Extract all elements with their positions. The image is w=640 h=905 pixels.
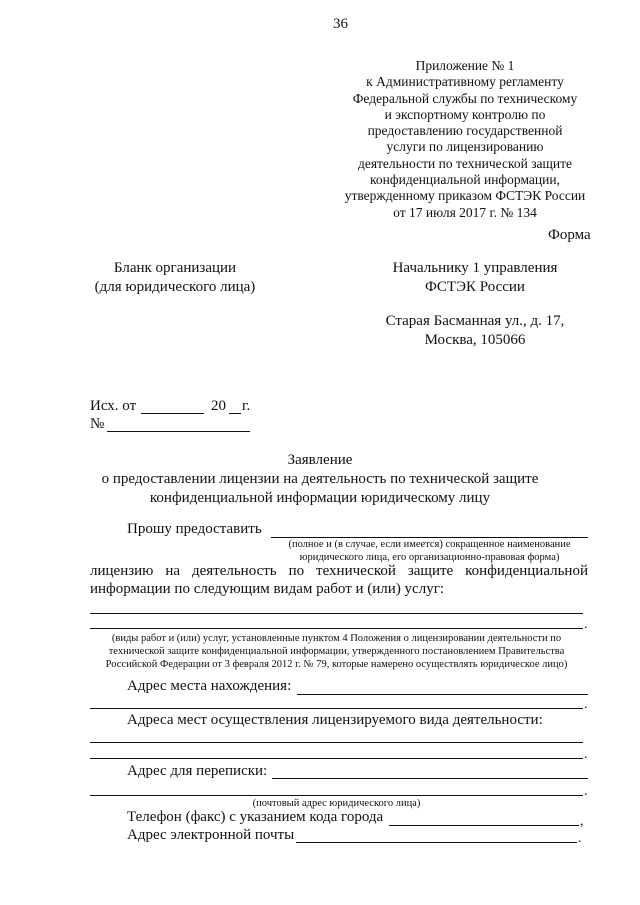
location-line-2-period: . — [584, 697, 588, 712]
mail-label: Адрес для переписки: — [127, 763, 268, 779]
location-label: Адрес места нахождения: — [127, 678, 292, 694]
email-line[interactable] — [296, 842, 577, 843]
request-body-line1: лицензию на деятельность по технической защите конфиденциальной — [90, 563, 588, 579]
page-number: 36 — [333, 16, 348, 32]
mail-line-1[interactable] — [272, 778, 588, 779]
appendix-line: услуги по лицензированию — [386, 139, 544, 155]
appendix-line: и экспортному контролю по — [384, 106, 546, 122]
recipient-address1: Старая Басманная ул., д. 17, — [385, 313, 565, 329]
works-line-1[interactable] — [90, 613, 583, 614]
title-line2: о предоставлении лицензии на деятельность по технической защите — [101, 471, 539, 487]
outgoing-year-label: 20 — [211, 398, 226, 414]
appendix-line: к Административному регламенту — [366, 74, 564, 90]
email-label: Адрес электронной почты — [127, 827, 295, 843]
location-line-1[interactable] — [297, 694, 588, 695]
form-label: Форма — [548, 227, 591, 243]
location-line-2[interactable] — [90, 708, 583, 709]
phone-label: Телефон (факс) с указанием кода города — [127, 809, 384, 825]
title-line1: Заявление — [287, 452, 353, 468]
org-blank-line2: (для юридического лица) — [94, 279, 256, 295]
appendix-line: конфиденциальной информации, — [370, 172, 560, 188]
mail-line-2-period: . — [584, 784, 588, 799]
works-hint — [90, 632, 583, 671]
mail-line-2[interactable] — [90, 795, 583, 796]
phone-line[interactable] — [389, 825, 579, 826]
outgoing-year-suffix: г. — [242, 398, 251, 414]
request-body-line2: информации по следующим видам работ и (или) услуг: — [90, 581, 445, 597]
appendix-line: предоставлению государственной — [367, 123, 563, 139]
works-line-2[interactable] — [90, 628, 583, 629]
mail-hint: (почтовый адрес юридического лица) — [252, 798, 421, 809]
recipient-address — [375, 312, 575, 350]
title-line3: конфиденциальной информации юридическому лицу — [149, 490, 491, 506]
activity-line-2-period: . — [584, 747, 588, 762]
activity-line-1[interactable] — [90, 742, 583, 743]
appendix-line: Приложение № 1 — [415, 58, 515, 73]
outgoing-year-line[interactable] — [229, 413, 241, 414]
outgoing-number-line[interactable] — [107, 431, 250, 432]
appendix-line: Федеральной службы по техническому — [352, 90, 578, 106]
works-hint1: (виды работ и (или) услуг, установленные пунктом 4 Положения о лицензировании деятельности по — [111, 633, 562, 644]
appendix-line: от 17 июля 2017 г. № 134 — [393, 204, 537, 220]
works-line-2-period: . — [584, 617, 588, 632]
outgoing-number-label: № — [90, 416, 105, 432]
activity-label: Адреса мест осуществления лицензируемого вида деятельности: — [127, 712, 543, 728]
recipient-address2: Москва, 105066 — [424, 332, 526, 348]
works-hint2: технической защите конфиденциальной информации, утвержденного постановлением Правительства — [108, 646, 565, 657]
recipient-line1: Начальнику 1 управления — [392, 260, 558, 276]
appendix-line: утвержденному приказом ФСТЭК России — [344, 188, 586, 204]
request-label: Прошу предоставить — [127, 521, 262, 537]
recipient-line2: ФСТЭК России — [425, 279, 525, 295]
appendix-block — [335, 58, 595, 221]
application-title — [60, 451, 580, 508]
works-hint3: Российской Федерации от 3 февраля 2012 г. № 79, которые намерено осуществлять юридическое лицо) — [105, 659, 568, 670]
org-name-hint1: (полное и (в случае, если имеется) сокращенное наименование — [288, 539, 571, 550]
outgoing-ref-label: Исх. от — [90, 398, 137, 414]
org-blank-line1: Бланк организации — [113, 260, 237, 276]
email-line-period: . — [578, 831, 582, 846]
phone-line-period: , — [580, 814, 584, 829]
org-name-hint2: юридического лица, его организационно-правовая форма) — [299, 552, 560, 563]
org-name-hint — [271, 538, 588, 564]
recipient-block — [375, 259, 575, 297]
outgoing-date-line[interactable] — [141, 413, 204, 414]
activity-line-2[interactable] — [90, 758, 583, 759]
organization-blank — [85, 259, 265, 297]
appendix-line: деятельности по технической защите — [357, 155, 573, 171]
